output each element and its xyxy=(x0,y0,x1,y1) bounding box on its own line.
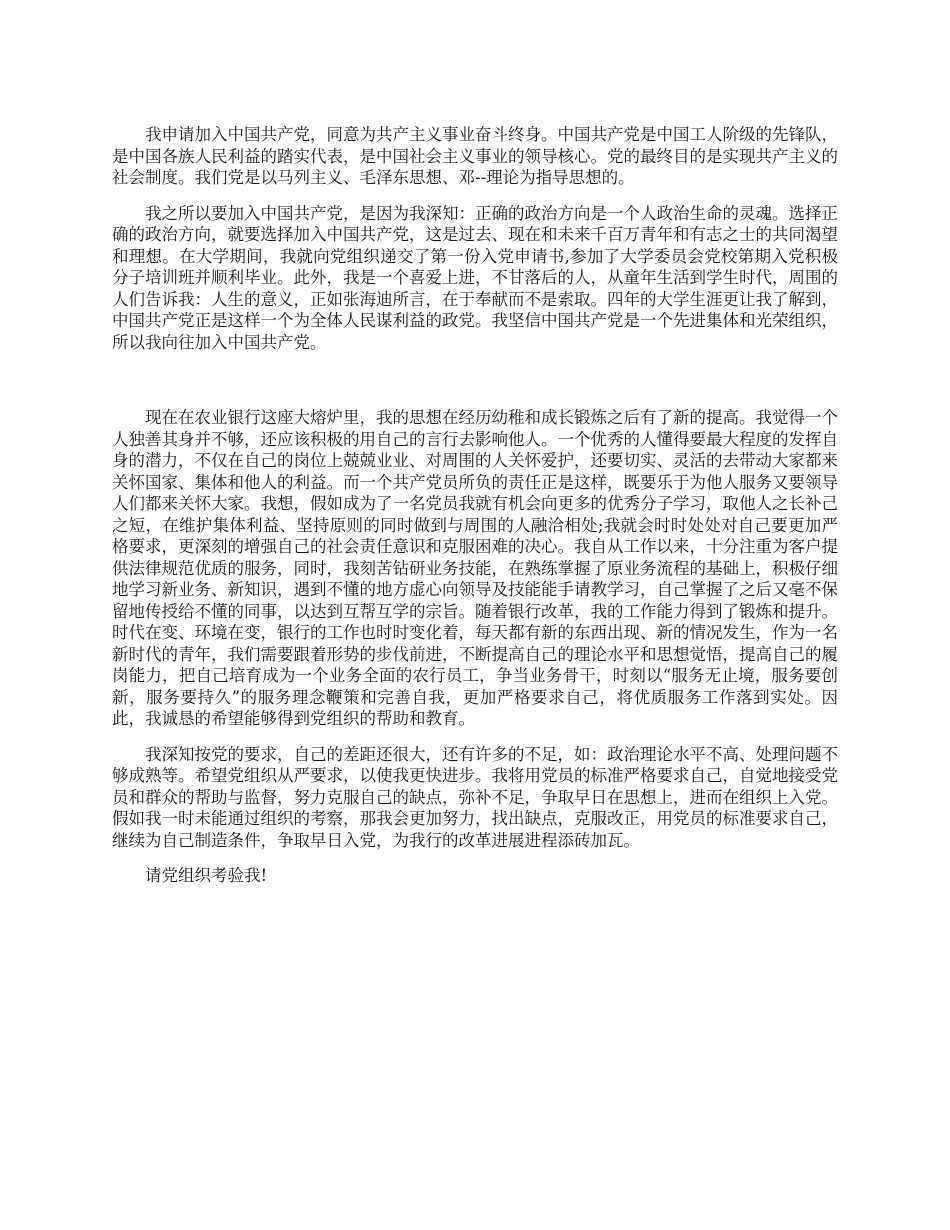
paragraph-2: 我之所以要加入中国共产党，是因为我深知：正确的政治方向是一个人政治生命的灵魂。选择正确的政治方向，就要选择加入中国共产党，这是过去、现在和未来千百万青年和有志之士的共同渴望和理想。在大学期间，我就向党组织递交了第一份入党申请书,参加了大学委员会党校第期入党积极分子培训班并顺利毕业。此外，我是一个喜爱上进，不甘落后的人，从童年生活到学生时代，周围的人们告诉我：人生的意义，正如张海迪所言，在于奉献而不是索取。四年的大学生涯更让我了解到，中国共产党正是这样一个为全体人民谋利益的政党。我坚信中国共产党是一个先进集体和光荣组织，所以我向往加入中国共产党。 xyxy=(112,203,838,352)
paragraph-closing: 请党组织考验我! xyxy=(145,866,268,885)
paragraph-4: 我深知按党的要求，自己的差距还很大，还有许多的不足，如：政治理论水平不高、处理问题不够成熟等。希望党组织从严要求，以使我更快进步。我将用党员的标准严格要求自己，自觉地接受党员和群众的帮助与监督，努力克服自己的缺点，弥补不足，争取早日在思想上，进而在组织上入党。假如我一时未能通过组织的考察，那我会更加努力，找出缺点，克服改正，用党员的标准要求自己，继续为自己制造条件，争取早日入党，为我行的改革进展进程添砖加瓦。 xyxy=(112,744,838,850)
document-body xyxy=(112,124,838,901)
paragraph-1: 我申请加入中国共产党，同意为共产主义事业奋斗终身。中国共产党是中国工人阶级的先锋队，是中国各族人民利益的踏实代表，是中国社会主义事业的领导核心。党的最终目的是实现共产主义的社会制度。我们党是以马列主义、毛泽东思想、邓--理论为指导思想的。 xyxy=(112,125,838,187)
paragraph-3: 现在在农业银行这座大熔炉里，我的思想在经历幼稚和成长锻炼之后有了新的提高。我觉得一个人独善其身并不够，还应该积极的用自己的言行去影响他人。一个优秀的人懂得要最大程度的发挥自身的潜力，不仅在自己的岗位上兢兢业业、对周围的人关怀爱护，还要切实、灵活的去带动大家都来关怀国家、集体和他人的利益。而一个共产党员所负的责任正是这样，既要乐于为他人服务又要领导人们都来关怀大家。我想，假如成为了一名党员我就有机会向更多的优秀分子学习，取他人之长补己之短，在维护集体利益、坚持原则的同时做到与周围的人融洽相处;我就会时时处处对自己要更加严格要求，更深刻的增强自己的社会责任意识和克服困难的决心。我自从工作以来，十分注重为客户提供法律规范优质的服务，同时，我刻苦钻研业务技能，在熟练掌握了原业务流程的基础上，积极仔细地学习新业务、新知识，遇到不懂的地方虚心向领导及技能能手请教学习，自己掌握了之后又毫不保留地传授给不懂的同事，以达到互帮互学的宗旨。随着银行改革，我的工作能力得到了锻炼和提升。时代在变、环境在变，银行的工作也时时变化着，每天都有新的东西出现、新的情况发生，作为一名新时代的青年，我们需要跟着形势的步伐前进，不断提高自己的理论水平和思想觉悟，提高自己的履岗能力，把自己培育成为一个业务全面的农行员工，争当业务骨干，时刻以“服务无止境，服务要创新，服务要持久”的服务理念鞭策和完善自我，更加严格要求自己，将优质服务工作落到实处。因此，我诚恳的希望能够得到党组织的帮助和教育。 xyxy=(112,408,838,728)
paragraph-spacer xyxy=(112,367,838,407)
